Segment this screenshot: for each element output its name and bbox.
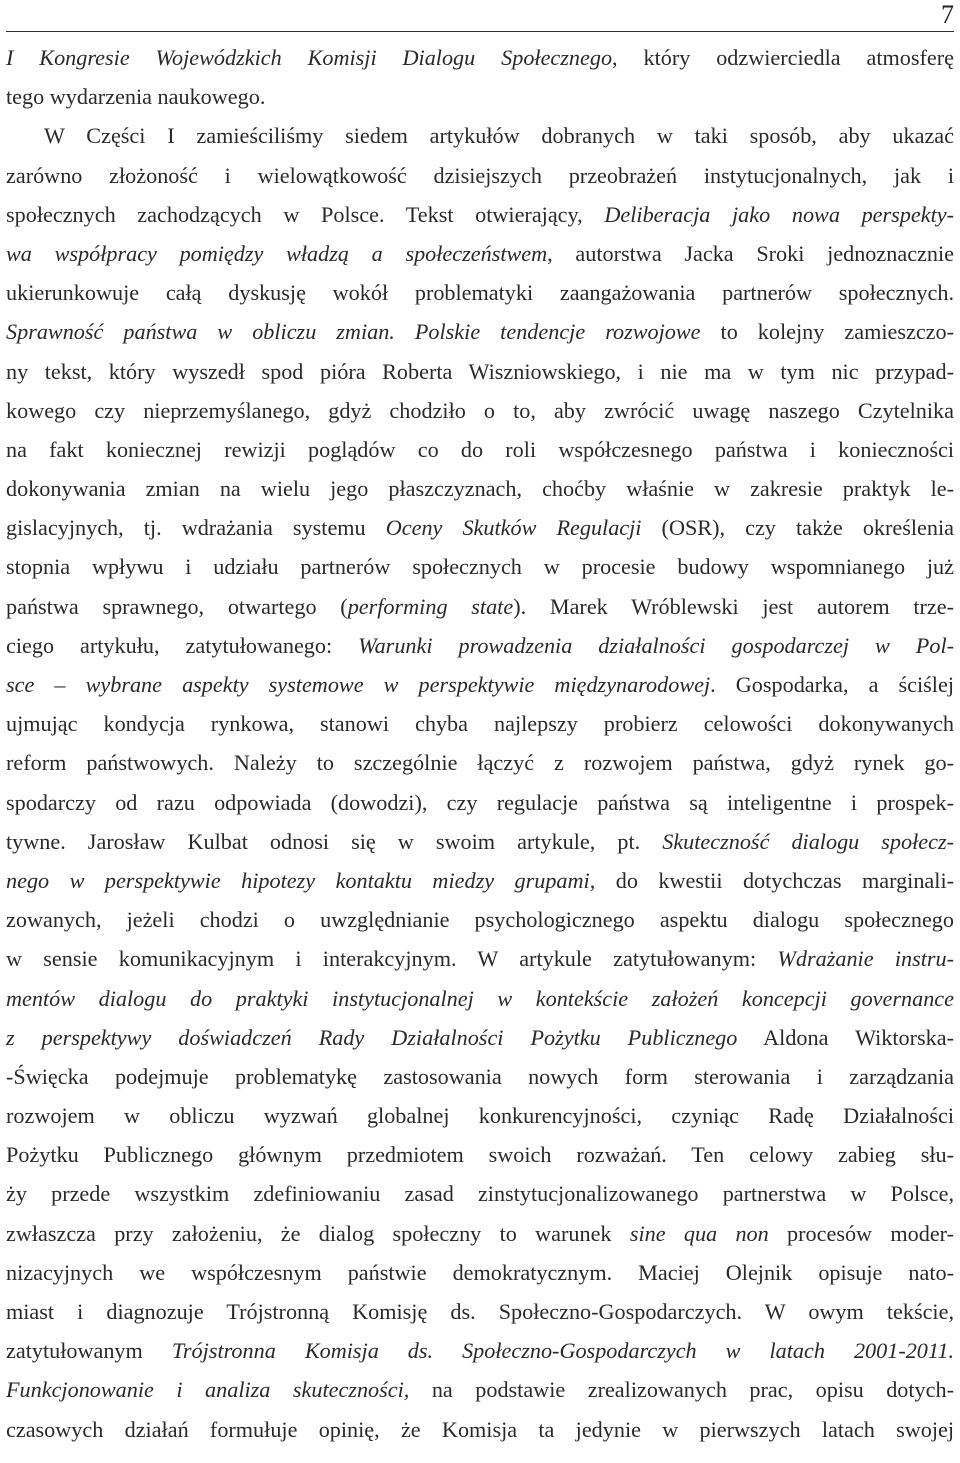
text-segment: zwłaszcza przy założeniu, że dialog społeczny to warunek [6,1220,630,1246]
italic-text-segment: Oceny Skutków Regulacji [385,515,642,541]
text-segment: Aldona Wiktorska- [737,1024,954,1050]
text-line [6,979,954,1018]
text-line [6,1253,954,1292]
text-segment: Pożytku Publicznego głównym przedmiotem swoich rozważań. Ten celowy zabieg słu- [6,1142,954,1168]
italic-text-segment: nego w perspektywie hipotezy kontaktu miedzy grupami, [6,867,596,893]
text-segment: tego wydarzenia naukowego. [6,84,266,110]
text-segment: w sensie komunikacyjnym i interakcyjnym. W artykule zatytułowanym: [6,946,778,972]
text-line [6,1410,954,1449]
text-segment: reform państwowych. Należy to szczególnie łączyć z rozwojem państwa, gdyż rynek go- [6,750,954,776]
text-line [6,900,954,939]
text-line [6,743,954,782]
italic-text-segment: sine qua non [629,1220,769,1246]
text-line [6,312,954,351]
text-line [6,391,954,430]
text-line [6,626,954,665]
italic-text-segment: Skuteczność dialogu społecz- [662,828,955,854]
text-segment: tywne. Jarosław Kulbat odnosi się w swoim artykule, pt. [6,828,663,854]
italic-text-segment: mentów dialogu do praktyki instytucjonalnej w kontekście założeń koncepcji governance [6,985,954,1011]
text-segment: na fakt koniecznej rewizji poglądów co do roli współczesnego państwa i konieczności [6,436,954,462]
text-line [6,1057,954,1096]
text-segment: ciego artykułu, zatytułowanego: [6,632,359,658]
text-line [6,508,954,547]
text-line [6,430,954,469]
text-segment: ny tekst, który wyszedł spod pióra Roberta Wiszniowskiego, i nie ma w tym nic przypad- [6,358,954,384]
text-segment: nizacyjnych we współczesnym państwie demokratycznym. Maciej Olejnik opisuje nato- [6,1259,954,1285]
text-line [6,665,954,704]
italic-text-segment: performing state [347,593,514,619]
text-line [6,156,954,195]
text-segment: ukierunkowuje całą dyskusję wokół problematyki zaangażowania partnerów społecznych. [6,280,954,306]
text-line [6,1018,954,1057]
italic-text-segment: Deliberacja jako nowa perspekty- [604,201,954,227]
text-segment: (OSR), czy także określenia [641,515,955,541]
text-line [6,1135,954,1174]
text-line [6,1370,954,1409]
text-segment: czasowych działań formułuje opinię, że Komisja ta jedynie w pierwszych latach swojej [6,1416,954,1442]
text-line [6,77,954,116]
text-segment: spodarczy od razu odpowiada (dowodzi), czy regulacje państwa są inteligentne i prospek- [6,789,954,815]
text-line [6,1174,954,1213]
text-segment: -Święcka podejmuje problematykę zastosowania nowych form sterowania i zarządzania [6,1063,954,1089]
text-line [6,1214,954,1253]
text-segment: ży przede wszystkim zdefiniowaniu zasad zinstytucjonalizowanego partnerstwa w Polsce, [6,1181,954,1207]
text-segment: zarówno złożoność i wielowątkowość dzisiejszych przeobrażeń instytucjonalnych, jak i [6,162,954,188]
text-line [6,234,954,273]
text-segment: W Części I zamieściliśmy siedem artykułów dobranych w taki sposób, aby ukazać [44,123,954,149]
italic-text-segment: Sprawność państwa w obliczu zmian. Polskie tendencje rozwojowe [6,319,701,345]
text-segment: zowanych, jeżeli chodzi o uwzględnianie psychologicznego aspektu dialogu społecznego [6,907,954,933]
text-line [6,939,954,978]
text-segment: państwa sprawnego, otwartego ( [6,593,348,619]
body-text [6,38,954,1449]
text-segment: do kwestii dotychczas marginali- [595,867,954,893]
italic-text-segment: Wdrażanie instru- [777,946,955,972]
text-line [6,1292,954,1331]
text-line [6,273,954,312]
text-segment: stopnia wpływu i udziału partnerów społecznych w procesie budowy wspomnianego już [6,554,954,580]
text-line [6,352,954,391]
text-line [6,1096,954,1135]
text-line [6,822,954,861]
italic-text-segment: wa współpracy pomiędzy władzą a społeczeństwem [6,240,548,266]
text-line [6,116,954,155]
text-line [6,704,954,743]
text-segment: to kolejny zamieszczo- [700,319,955,345]
text-segment: dokonywania zmian na wielu jego płaszczyznach, choćby właśnie w zakresie praktyk le- [6,476,954,502]
text-line [6,38,954,77]
page-number: 7 [941,0,954,29]
text-line [6,547,954,586]
text-segment: , autorstwa Jacka Sroki jednoznacznie [547,240,954,266]
text-line [6,469,954,508]
text-line [6,195,954,234]
text-line [6,587,954,626]
italic-text-segment: sce – wybrane aspekty systemowe w perspektywie międzynarodowej [6,672,711,697]
text-segment: miast i diagnozuje Trójstronną Komisję ds. Społeczno-Gospodarczych. W owym tekście, [6,1299,954,1324]
text-segment: . Gospodarka, a ściślej [710,672,954,697]
text-segment: procesów moder- [768,1220,955,1246]
text-segment: zatytułowanym [6,1338,172,1364]
text-line [6,1331,954,1370]
italic-text-segment: z perspektywy doświadczeń Rady Działalności Pożytku Publicznego [6,1024,738,1050]
italic-text-segment: Warunki prowadzenia działalności gospodarczej w Pol- [358,632,955,658]
text-segment: ). Marek Wróblewski jest autorem trze- [513,593,955,619]
text-segment: kowego czy nieprzemyślanego, gdyż chodziło o to, aby zwrócić uwagę naszego Czytelnika [6,397,954,423]
italic-text-segment: I Kongresie Wojewódzkich Komisji Dialogu Społecznego [6,45,613,70]
text-segment: , który odzwierciedla atmosferę [612,45,955,70]
text-segment: na podstawie zrealizowanych prac, opisu dotych- [409,1377,954,1403]
text-segment: rozwojem w obliczu wyzwań globalnej konkurencyjności, czyniąc Radę Działalności [6,1103,954,1129]
text-segment: gislacyjnych, tj. wdrażania systemu [6,515,386,541]
text-segment: ujmując kondycja rynkowa, stanowi chyba najlepszy probierz celowości dokonywanych [6,711,954,737]
text-line [6,861,954,900]
header-rule [6,31,954,32]
italic-text-segment: Funkcjonowanie i analiza skuteczności, [6,1377,410,1403]
text-line [6,783,954,822]
italic-text-segment: Trójstronna Komisja ds. Społeczno-Gospodarczych w latach 2001-2011. [171,1338,954,1364]
text-segment: społecznych zachodzących w Polsce. Tekst otwierający, [6,201,605,227]
